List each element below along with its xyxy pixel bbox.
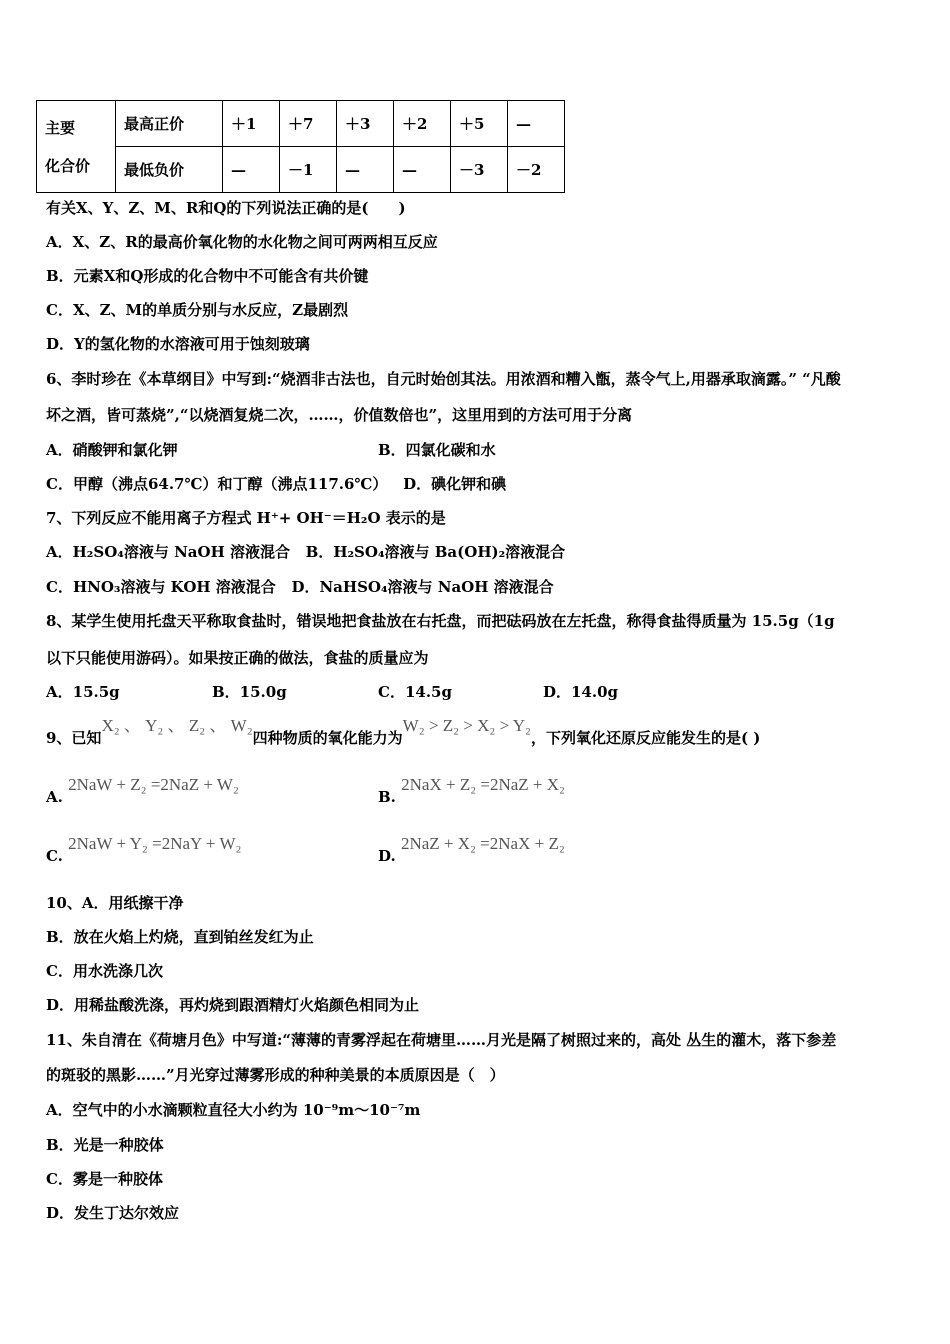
option [46,775,239,807]
option [378,834,565,866]
option: B．元素X和Q形成的化合物中不可能含有共价键 [46,267,369,285]
question-stem: 8、某学生使用托盘天平称取食盐时，错误地把食盐放在右托盘，而把砝码放在左托盘，称得食盐得质量为 15.5g（1g [46,612,835,630]
option: B．放在火焰上灼烧，直到铂丝发红为止 [46,928,314,946]
cell: ＋5 [451,101,508,147]
cell: ＋3 [337,101,394,147]
option: A．X、Z、R的最高价氧化物的水化物之间可两两相互反应 [46,233,438,251]
row-label: 最高正价 [116,101,223,147]
option-row [46,474,506,494]
option-label: A. [46,788,63,806]
option: B．H₂SO₄溶液与 Ba(OH)₂溶液混合 [305,543,566,561]
cell: ＋1 [223,101,280,147]
row-header [37,101,116,193]
equation: 2NaX + Z₂ =2NaZ + X₂ [401,775,565,794]
option: D．14.0g [543,683,619,701]
option: C．HNO₃溶液与 KOH 溶液混合 [46,578,276,596]
option: C．甲醇（沸点64.7℃）和丁醇（沸点117.6℃） [46,475,388,493]
option: C．14.5g [378,683,452,701]
question-stem: 坏之酒，皆可蒸烧”,“以烧酒复烧二次，……，价值数倍也”，这里用到的方法可用于分离 [46,406,633,424]
row-header-line: 化合价 [45,156,91,175]
stem-text: ，下列氧化还原反应能发生的是( ) [530,729,761,747]
option: A．空气中的小水滴颗粒直径大小约为 10⁻⁹m～10⁻⁷m [46,1101,421,1119]
option: D．碘化钾和碘 [403,475,507,493]
cell: ＋2 [394,101,451,147]
question-stem [46,716,761,748]
row-header-line: 主要 [45,118,76,137]
equation: 2NaW + Y₂ =2NaY + W₂ [68,834,242,853]
option-label: B. [378,788,396,806]
question-stem: 6、李时珍在《本草纲目》中写到:“烧酒非古法也，自元时始创其法。用浓酒和糟入甑，蒸令气上,用器承取滴露。” “凡酸 [46,370,841,388]
cell: －1 [280,147,337,193]
equation: 2NaZ + X₂ =2NaX + Z₂ [400,834,565,853]
species-formula: X₂ 、 Y₂ 、 Z₂ 、 W₂ [101,716,253,735]
option: B．15.0g [212,683,287,701]
option [46,834,242,866]
option: A．H₂SO₄溶液与 NaOH 溶液混合 [46,543,290,561]
option: D．用稀盐酸洗涤，再灼烧到跟酒精灯火焰颜色相同为止 [46,996,420,1014]
option-row [46,577,554,597]
question-stem: 7、下列反应不能用离子方程式 H⁺+ OH⁻＝H₂O 表示的是 [46,509,446,527]
option: B．光是一种胶体 [46,1136,164,1154]
option: C．雾是一种胶体 [46,1170,163,1188]
option: B．四氯化碳和水 [378,441,496,459]
option-row [46,542,565,562]
option [378,775,565,807]
valence-table [36,100,565,193]
row-label: 最低负价 [116,147,223,193]
question-stem: 有关X、Y、Z、M、R和Q的下列说法正确的是( ) [46,199,406,217]
cell: — [337,147,394,193]
question-stem: 以下只能使用游码）。如果按正确的做法，食盐的质量应为 [46,649,429,667]
equation: 2NaW + Z₂ =2NaZ + W₂ [68,775,239,794]
question-stem: 11、朱自清在《荷塘月色》中写道:“薄薄的青雾浮起在荷塘里……月光是隔了树照过来的，高处 丛生的灌木，落下参差 [46,1031,837,1049]
option-label: D. [378,847,396,865]
option: D．NaHSO₄溶液与 NaOH 溶液混合 [291,578,554,596]
cell: －3 [451,147,508,193]
stem-text: 四种物质的氧化能力为 [252,729,403,747]
option: D．Y的氢化物的水溶液可用于蚀刻玻璃 [46,335,310,353]
option: C．X、Z、M的单质分别与水反应，Z最剧烈 [46,301,349,319]
oxidizing-order: W₂ > Z₂ > X₂ > Y₂ [402,716,531,735]
option: A．硝酸钾和氯化钾 [46,441,178,459]
question-stem: 的斑驳的黑影……”月光穿过薄雾形成的种种美景的本质原因是（ ） [46,1066,505,1084]
option: 10、A．用纸擦干净 [46,894,184,912]
cell: — [394,147,451,193]
option: C．用水洗涤几次 [46,962,163,980]
cell: — [223,147,280,193]
cell: ＋7 [280,101,337,147]
cell: — [508,101,565,147]
option: D．发生丁达尔效应 [46,1204,180,1222]
cell: －2 [508,147,565,193]
option: A．15.5g [46,683,120,701]
stem-text: 9、已知 [46,729,102,747]
option-label: C. [46,847,63,865]
